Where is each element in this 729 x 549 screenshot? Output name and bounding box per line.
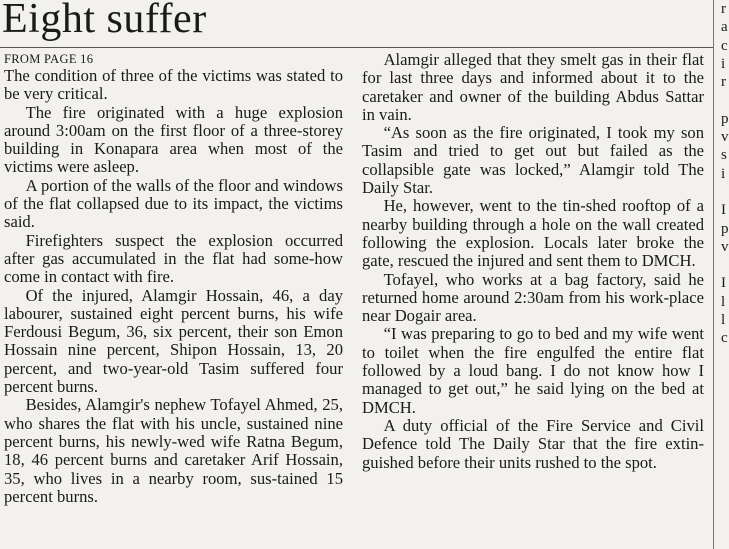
edge-letter — [721, 183, 725, 201]
edge-letter: l — [721, 293, 726, 310]
edge-letter: i — [721, 165, 726, 182]
edge-letter: c — [721, 330, 728, 347]
edge-letter: r — [721, 1, 726, 17]
paragraph: “As soon as the fire originated, I took my son Tasim and tried to get out but failed as the collapsible gate was locked,” Alamgir told The Daily Star. — [362, 123, 704, 198]
paragraph: He, however, went to the tin-shed rooftop of a nearby building through a hole on the wall created following the explosion. Locals later broke the gate, rescued the injured and sent them to DMCH. — [362, 196, 704, 271]
adjacent-column-fragment — [716, 0, 729, 549]
edge-letter: l — [721, 312, 726, 329]
edge-letter: i — [721, 55, 726, 72]
paragraph: Alamgir alleged that they smelt gas in their flat for last three days and informed about it to the caretaker and owner of the building Abdus Sattar in vain. — [362, 50, 704, 124]
edge-letter: v — [721, 129, 729, 146]
edge-letter: I — [721, 275, 726, 292]
edge-letter: s — [721, 147, 727, 164]
column-divider — [713, 0, 714, 549]
article-column-2 — [362, 51, 704, 472]
paragraph: Of the injured, Alamgir Hossain, 46, a day labourer, sustained eight percent burns, his wife Ferdousi Begum, 36, six percent, their son Emon Hossain nine percent, Shipon Hossain, 13, 20 percent, and two-year-old Tasim suffered four percent burns. — [4, 285, 343, 397]
edge-letter — [721, 91, 725, 109]
article-column-1 — [4, 51, 343, 506]
headline: Eight suffer — [2, 0, 207, 42]
paragraph: The condition of three of the victims was stated to be very critical. — [4, 66, 343, 104]
paragraph: Besides, Alamgir's nephew Tofayel Ahmed, 25, who shares the flat with his uncle, sustained nine percent burns, his newly-wed wife Ratna Begum, 18, 46 percent burns and caretaker Arif Hossain, 35, who lives in a nearby room, sus-tained 15 percent burns. — [4, 395, 343, 506]
edge-letter: v — [721, 238, 729, 255]
edge-letter: r — [721, 74, 726, 91]
edge-letter: p — [721, 220, 729, 237]
edge-letter: c — [721, 37, 728, 54]
paragraph: “I was preparing to go to bed and my wife went to toilet when the fire engulfed the entire flat followed by a loud bang. I do not know how I managed to get out,” he said lying on the bed at DMCH. — [362, 324, 704, 417]
paragraph: Firefighters suspect the explosion occurred after gas accumulated in the flat had some-how come in contact with fire. — [4, 230, 343, 287]
paragraph: A portion of the walls of the floor and windows of the flat collapsed due to its impact, the victims said. — [4, 175, 343, 232]
paragraph: The fire originated with a huge explosion around 3:00am on the first floor of a three-storey building in Konapara area when most of the victims were asleep. — [4, 102, 343, 177]
edge-letter: I — [721, 202, 726, 219]
edge-letter: p — [721, 110, 729, 127]
edge-letter: a — [721, 19, 728, 36]
headline-rule — [0, 47, 713, 48]
edge-letter — [721, 256, 725, 274]
paragraph: A duty official of the Fire Service and Civil Defence told The Daily Star that the fire extin-guished before their units rushed to the spot. — [362, 415, 704, 472]
dateline: FROM PAGE 16 — [4, 52, 94, 66]
paragraph: Tofayel, who works at a bag factory, said he returned home around 2:30am from his work-place near Dogair area. — [362, 269, 704, 326]
